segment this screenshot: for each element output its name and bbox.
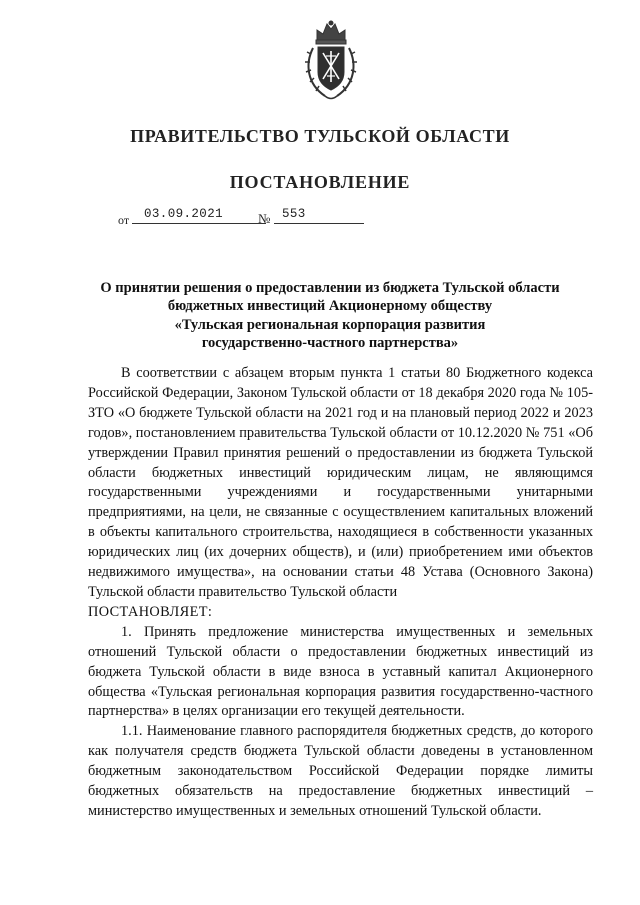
decree-date: 03.09.2021 (144, 207, 224, 221)
item-1-1-paragraph: 1.1. Наименование главного распорядителя бюджетных средств, до которого как получателя средств бюджета Тульской области доведены в установленном бюджетным законодательством Российской Федерации порядке лимиты бюджетных обязательств на предоставление бюджетных инвестиций – министерство имущественных и земельных отношений Тульской области. (88, 723, 593, 819)
document-type-title: ПОСТАНОВЛЕНИЕ (229, 172, 411, 192)
decides-keyword: ПОСТАНОВЛЯЕТ: (88, 603, 213, 620)
number-underline (274, 223, 364, 224)
decree-number: 553 (282, 207, 306, 221)
item-1-paragraph: 1. Принять предложение министерства имущественных и земельных отношений Тульской области о предоставлении бюджетных инвестиций из бюджета Тульской области в виде взноса в уставный капитал Акционерного общества «Тульская региональная корпорация развития государственно-частного партнерства» в целях организации его текущей деятельности. (88, 623, 593, 720)
preamble-paragraph: В соответствии с абзацем вторым пункта 1 статьи 80 Бюджетного кодекса Российской Федерации, Законом Тульской области от 18 декабря 2020 года № 105-ЗТО «О бюджете Тульской области на 2021 год и на плановый период 2022 и 2023 годов», постановлением правительства Тульской области от 10.12.2020 № 751 «Об утверждении Правил принятия решений о предоставлении из бюджета Тульской области бюджетных инвестиций юридическим лицам, не являющимся государственными учреждениями и государственными унитарными предприятиями, на цели, не связанные с осуществлением капитальных вложений в объекты капитального строительства, находящиеся в собственности указанных юридических лиц (их дочерних обществ), и (или) приобретением ими объектов недвижимого имущества», на основании статьи 48 Устава (Основного Закона) Тульской области правительство Тульской области (88, 365, 593, 600)
government-title: ПРАВИТЕЛЬСТВО ТУЛЬСКОЙ ОБЛАСТИ (130, 126, 510, 146)
decree-body (88, 364, 593, 822)
subject-line: «Тульская региональная корпорация развития (174, 316, 486, 333)
number-prefix: № (258, 211, 271, 226)
date-prefix: от (118, 213, 130, 227)
date-number-line (118, 207, 418, 229)
decree-subject (80, 279, 580, 352)
date-underline (132, 223, 266, 224)
subject-line: бюджетных инвестиций Акционерному обществу (167, 298, 493, 315)
subject-line: государственно-частного партнерства» (201, 334, 459, 351)
subject-line: О принятии решения о предоставлении из бюджета Тульской области (100, 280, 560, 296)
tula-coat-of-arms-icon (303, 20, 359, 102)
